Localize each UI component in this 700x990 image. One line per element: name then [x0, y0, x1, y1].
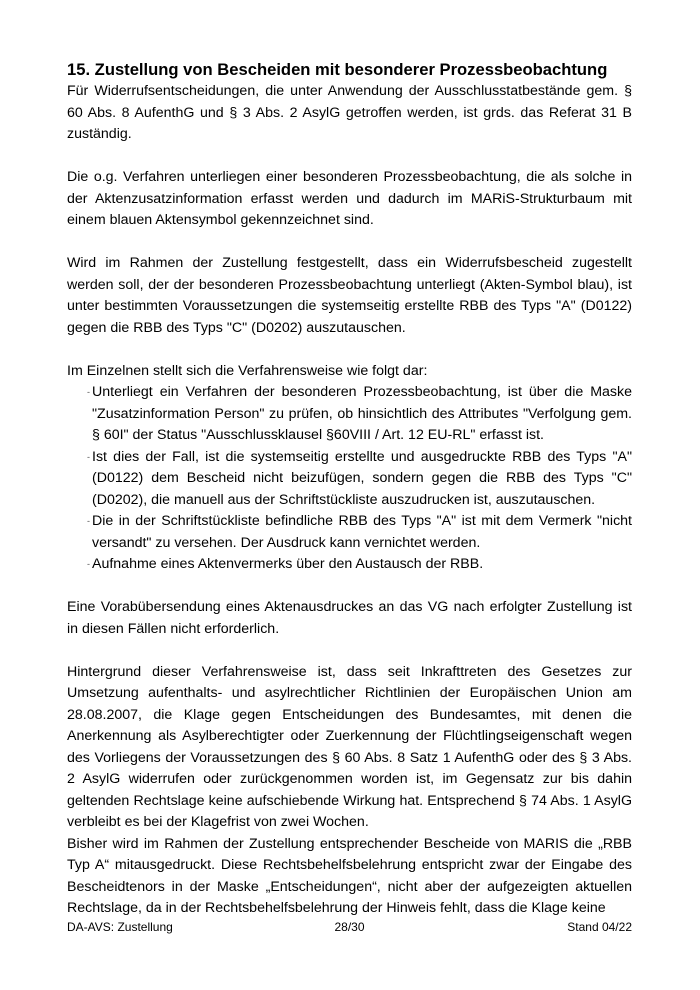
list-item: - Ist dies der Fall, ist die systemseitig erstellte und ausgedruckte RBB des Typs "A" (D0122) dem Bescheid nicht beizufügen, sondern gegen die RBB des Typs "C" (D0202), die manuell aus der Schriftstückliste auszudrucken ist, auszutauschen. [67, 447, 632, 512]
footer-version: Stand 04/22 [567, 920, 632, 934]
list-item: - Die in der Schriftstückliste befindliche RBB des Typs "A" ist mit dem Vermerk "nicht versandt" zu versehen. Der Ausdruck kann vernichtet werden. [67, 511, 632, 554]
dash-bullet-icon [87, 447, 90, 469]
paragraph-procedure-intro: Im Einzelnen stellt sich die Verfahrensweise wie folgt dar: [67, 362, 428, 379]
list-item: - Aufnahme eines Aktenvermerks über den Austausch der RBB. [67, 554, 632, 576]
paragraph-background: Hintergrund dieser Verfahrensweise ist, dass seit Inkrafttreten des Gesetzes zur Umsetzung aufenthalts- und asylrechtlicher Richtlinien der Europäischen Union am 28.08.2007, die Klage gegen Entscheidungen des Bundesamtes, mit denen die Anerkennung als Asylberechtigter oder Zuerkennung der Flüchtlingseigenschaft wegen des Vorliegens der Voraussetzungen des § 60 Abs. 8 Satz 1 AufenthG oder des § 3 Abs. 2 AsylG widerrufen oder zurückgenommen worden ist, im Gegensatz zur bis dahin geltenden Rechtslage keine aufschiebende Wirkung hat. Entsprechend § 74 Abs. 1 AsylG verbleibt es bei der Klagefrist von zwei Wochen. [67, 663, 632, 830]
paragraph-rbb-exchange: Wird im Rahmen der Zustellung festgestellt, dass ein Widerrufsbescheid zugestellt werden soll, der der besonderen Prozessbeobachtung unterliegt (Akten-Symbol blau), ist unter bestimmten Voraussetzungen die systemseitig erstellte RBB des Typs "A" (D0122) gegen die RBB des Typs "C" (D0202) auszutauschen. [67, 255, 632, 336]
paragraph-responsibility: Für Widerrufsentscheidungen, die unter Anwendung der Ausschlusstatbestände gem. § 60 Abs. 8 AufenthG und § 3 Abs. 2 AsylG getroffen werden, ist grds. das Referat 31 B zuständig. [67, 83, 632, 142]
footer-document-name: DA-AVS: Zustellung [67, 920, 173, 934]
paragraph-process-observation: Die o.g. Verfahren unterliegen einer besonderen Prozessbeobachtung, die als solche in der Aktenzusatzinformation erfasst werden und dadurch im MARiS-Strukturbaum mit einem blauen Aktensymbol gekennzeichnet sind. [67, 169, 632, 228]
list-item: - Unterliegt ein Verfahren der besonderen Prozessbeobachtung, ist über die Maske "Zusatzinformation Person" zu prüfen, ob hinsichtlich des Attributes "Verfolgung gem. § 60I" der Status "Ausschlussklausel §60VIII / Art. 12 EU-RL" erfasst ist. [67, 382, 632, 447]
section-title: 15. Zustellung von Bescheiden mit besonderer Prozessbeobachtung [67, 60, 608, 79]
footer-page-number: 28/30 [334, 920, 365, 934]
procedure-list [67, 382, 632, 576]
dash-bullet-icon [87, 382, 90, 404]
paragraph-current-practice: Bisher wird im Rahmen der Zustellung entsprechender Bescheide von MARIS die „RBB Typ A“ mitausgedruckt. Diese Rechtsbehelfsbelehrung entspricht zwar der Eingabe des Bescheidtenors in der Maske „Entscheidungen“, nicht aber der aufgezeigten aktuellen Rechtslage, da in der Rechtsbehelfsbelehrung der Hinweis fehlt, dass die Klage keine [67, 835, 632, 916]
paragraph-no-advance-copy: Eine Vorabübersendung eines Aktenausdruckes an das VG nach erfolgter Zustellung ist in diesen Fällen nicht erforderlich. [67, 599, 632, 637]
dash-bullet-icon [87, 511, 90, 533]
document-page [67, 58, 632, 920]
dash-bullet-icon [87, 554, 90, 576]
